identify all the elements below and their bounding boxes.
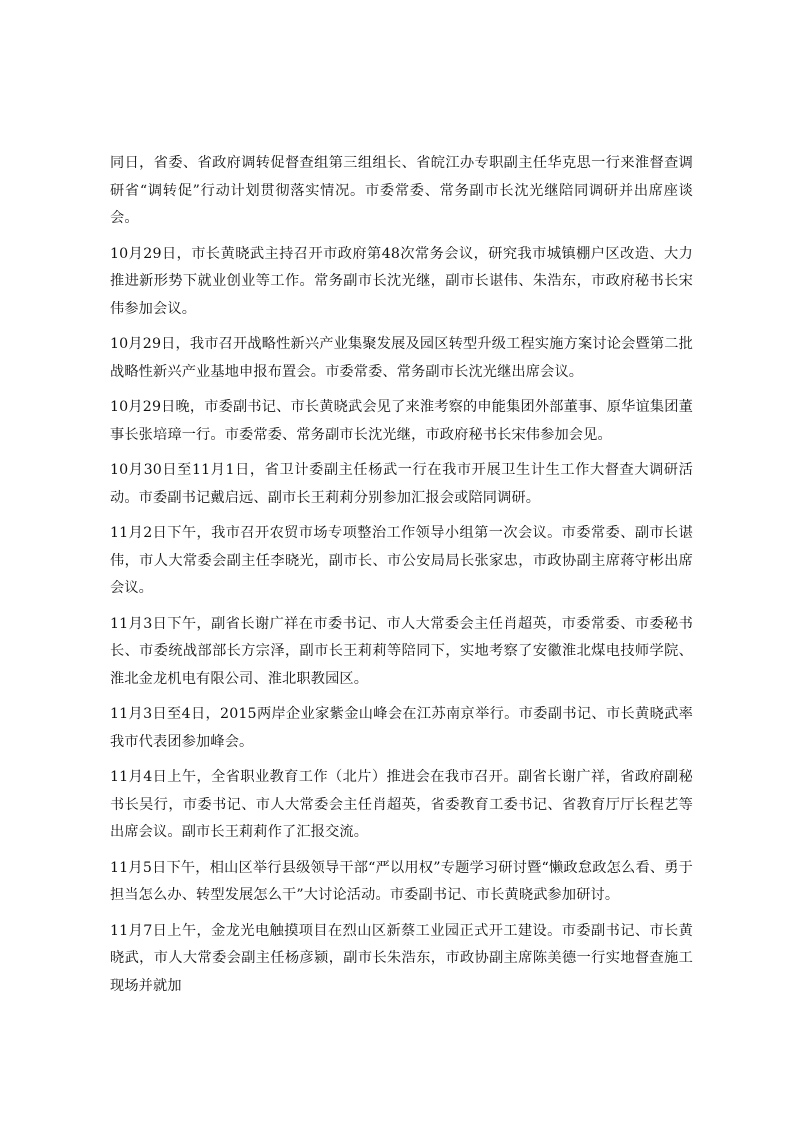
paragraph: 11月7日上午，金龙光电触摸项目在烈山区新蔡工业园正式开工建设。市委副书记、市长黄晓武，市人大常委会副主任杨彦颍，副市长朱浩东，市政协副主席陈美德一行实地督查施工现场并就加 [110, 922, 693, 994]
paragraph: 10月29日，我市召开战略性新兴产业集聚发展及园区转型升级工程实施方案讨论会暨第二批战略性新兴产业基地申报布置会。市委常委、常务副市长沈光继出席会议。 [110, 336, 693, 380]
paragraph: 11月4日上午，全省职业教育工作（北片）推进会在我市召开。副省长谢广祥，省政府副秘书长吴行，市委书记、市人大常委会主任肖超英，省委教育工委书记、省教育厅厅长程艺等出席会议。副市长王莉莉作了汇报交流。 [110, 769, 693, 840]
paragraph: 11月3日至4日，2015两岸企业家紫金山峰会在江苏南京举行。市委副书记、市长黄晓武率我市代表团参加峰会。 [110, 706, 693, 750]
paragraph: 10月29日，市长黄晓武主持召开市政府第48次常务会议，研究我市城镇棚户区改造、大力推进新形势下就业创业等工作。常务副市长沈光继，副市长谌伟、朱浩东，市政府秘书长宋伟参加会议。 [110, 245, 693, 317]
paragraph: 10月30日至11月1日，省卫计委副主任杨武一行在我市开展卫生计生工作大督查大调研活动。市委副书记戴启远、副市长王莉莉分别参加汇报会或陪同调研。 [110, 462, 693, 506]
document-body [110, 150, 693, 1008]
paragraph: 11月3日下午，副省长谢广祥在市委书记、市人大常委会主任肖超英，市委常委、市委秘书长、市委统战部部长方宗泽，副市长王莉莉等陪同下，实地考察了安徽淮北煤电技师学院、淮北金龙机电有限公司、淮北职教园区。 [110, 615, 693, 687]
paragraph: 11月5日下午，相山区举行县级领导干部“严以用权”专题学习研讨暨“懒政怠政怎么看、勇于担当怎么办、转型发展怎么干”大讨论活动。市委副书记、市长黄晓武参加研讨。 [110, 859, 693, 903]
paragraph: 11月2日下午，我市召开农贸市场专项整治工作领导小组第一次会议。市委常委、副市长谌伟，市人大常委会副主任李晓光，副市长、市公安局局长张家忠，市政协副主席蒋守彬出席会议。 [110, 525, 693, 596]
paragraph: 10月29日晚，市委副书记、市长黄晓武会见了来淮考察的申能集团外部董事、原华谊集团董事长张培璋一行。市委常委、常务副市长沈光继，市政府秘书长宋伟参加会见。 [110, 399, 693, 443]
paragraph: 同日，省委、省政府调转促督查组第三组组长、省皖江办专职副主任华克思一行来淮督查调研省“调转促”行动计划贯彻落实情况。市委常委、常务副市长沈光继陪同调研并出席座谈会。 [110, 155, 693, 226]
